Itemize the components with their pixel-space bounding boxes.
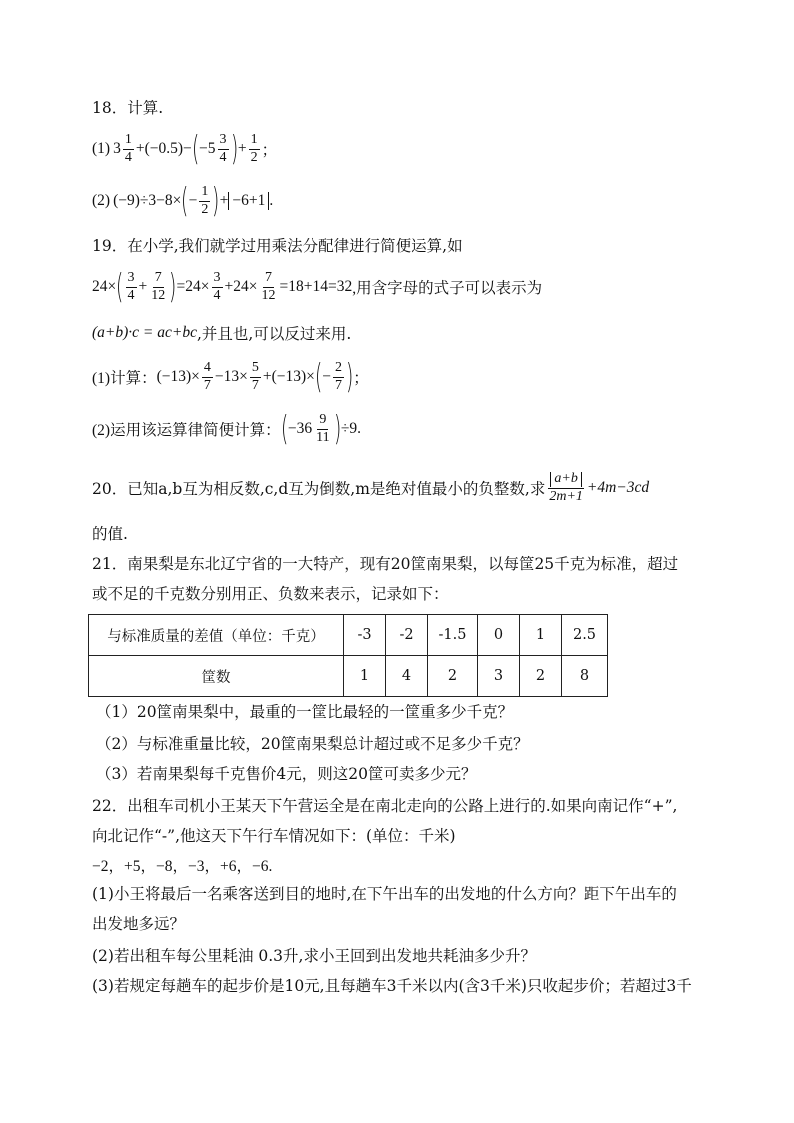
q22-sub3: (3)若规定每趟车的起步价是10元,且每趟车3千米以内(含3千米)只收起步价；若超过3千 [92, 977, 692, 995]
q21-line1: 21．南果梨是东北辽宁省的一大特产，现有20筐南果梨，以每筐25千克为标准，超过 [92, 555, 679, 573]
q22-line3: −2，+5，−8，−3，+6，−6. [92, 858, 273, 875]
q19-part1: (1)计算： (−13)× $\frac{4}{7}$ −13× $\frac{5}{7}$ +(−13)× ( − $\frac{2}{7}$ ) ； [92, 357, 369, 397]
q19-part2: (2)运用该运算律简便计算： ( −36 $\frac{9}{11}$ ) ÷9. [92, 409, 361, 449]
fraction: $\frac{3}{4}$ [219, 131, 227, 165]
fraction: $\frac{1}{4}$ [124, 131, 132, 165]
table-cell: -1.5 [428, 615, 478, 656]
q21-line2: 或不足的千克数分别用正、负数来表示，记录如下： [92, 585, 449, 603]
table-cell: 2 [520, 656, 562, 697]
q18-title: 18．计算. [92, 99, 164, 117]
q22-sub1a: (1)小王将最后一名乘客送到目的地时,在下午出车的出发地的什么方向？距下午出车的 [92, 885, 677, 903]
q22-sub1b: 出发地多远？ [92, 915, 186, 933]
q21-sub3: （3）若南果梨每千克售价4元，则这20筐可卖多少元？ [96, 765, 477, 783]
table-cell: 1 [344, 656, 386, 697]
table-cell: 3 [478, 656, 520, 697]
q18-part2: (2) (−9)÷3−8× ( − $\frac{1}{2}$ ) + −6+1 . [92, 181, 274, 221]
fraction: $\frac{1}{2}$ [250, 131, 258, 165]
table-cell: 2.5 [562, 615, 608, 656]
q21-sub2: （2）与标准重量比较，20筐南果梨总计超过或不足多少千克？ [96, 735, 529, 753]
table-cell: 0 [478, 615, 520, 656]
q19-formula: (a+b)·c = ac+bc ,并且也,可以反过来用. [92, 324, 352, 343]
q20-line2: 的值. [92, 525, 128, 543]
q22-line1: 22．出租车司机小王某天下午营运全是在南北走向的公路上进行的.如果向南记作“+”, [92, 797, 678, 815]
table-header-cell: 筐数 [89, 656, 344, 697]
table-cell: 2 [428, 656, 478, 697]
fraction: $\frac{1}{2}$ [201, 183, 209, 217]
table-cell: -2 [386, 615, 428, 656]
weight-difference-table [88, 614, 608, 697]
table-header-cell: 与标准质量的差值（单位：千克） [89, 615, 344, 656]
q19-example: 24× ( $\frac{3}{4}$ + $\frac{7}{12}$ ) =24× $\frac{3}{4}$ +24× $\frac{7}{12}$ =18+14=32 ,用含字母的式子可以表示为 [92, 267, 543, 307]
q21-sub1: （1）20筐南果梨中，最重的一筐比最轻的一筐重多少千克？ [96, 703, 514, 721]
absolute-value: −6+1 [228, 192, 269, 210]
table-cell: -3 [344, 615, 386, 656]
q22-line2: 向北记作“-”,他这天下午行车情况如下：(单位：千米) [92, 827, 456, 845]
table-row [89, 656, 608, 697]
q18-part1: (1) 3 $\frac{1}{4}$ + (−0.5) − ( −5 $\frac{3}{4}$ ) + $\frac{1}{2}$ ； [92, 129, 278, 169]
table-cell: 1 [520, 615, 562, 656]
q19-intro: 19．在小学,我们就学过用乘法分配律进行简便运算,如 [92, 237, 463, 255]
table-cell: 4 [386, 656, 428, 697]
q20-question: 20．已知a,b互为相反数,c,d互为倒数,m是绝对值最小的负整数,求 $\frac{a+b}{2m+1}$ +4m−3cd [92, 471, 650, 504]
table-row [89, 615, 608, 656]
q22-sub2: (2)若出租车每公里耗油 0.3升,求小王回到出发地共耗油多少升？ [92, 947, 536, 965]
table-cell: 8 [562, 656, 608, 697]
